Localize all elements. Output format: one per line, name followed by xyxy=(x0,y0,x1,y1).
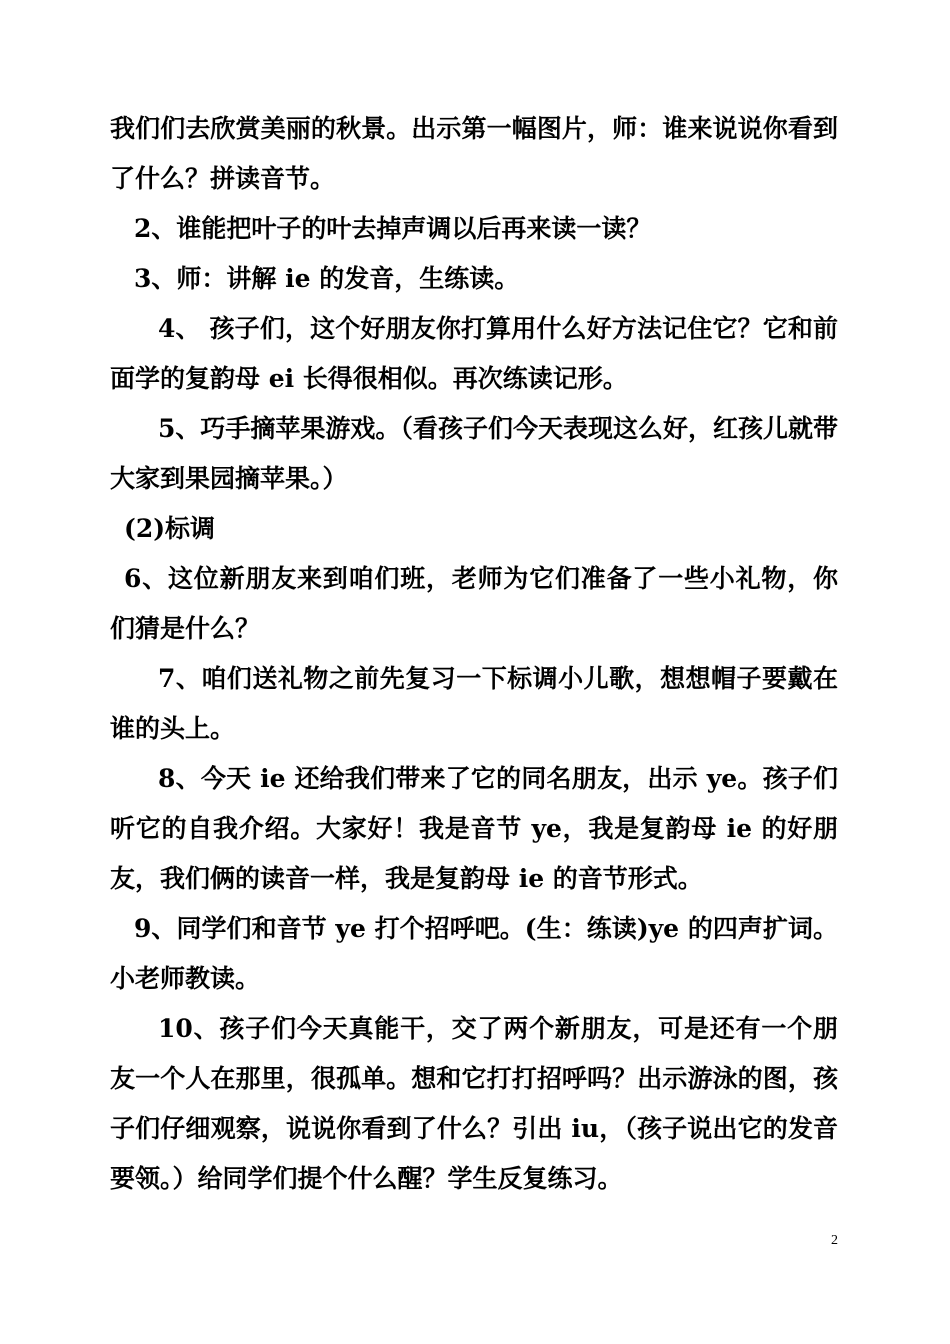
paragraph-step-2: 2、谁能把叶子的叶去掉声调以后再来读一读？ xyxy=(134,214,652,243)
page-number: 2 xyxy=(831,1233,838,1248)
paragraph-step-4: 4、 孩子们，这个好朋友你打算用什么好方法记住它？它和前面学的复韵母 ei 长得很相似。再次练读记形。 xyxy=(110,314,838,393)
paragraph-step-8: 8、今天 ie 还给我们带来了它的同名朋友，出示 ye。孩子们听它的自我介绍。大家好！我是音节 ye，我是复韵母 ie 的好朋友，我们俩的读音一样，我是复韵母 ie 的音节形式。 xyxy=(110,764,838,893)
section-heading-tone-marking: (2)标调 xyxy=(124,514,216,543)
paragraph-step-5: 5、巧手摘苹果游戏。（看孩子们今天表现这么好，红孩儿就带大家到果园摘苹果。） xyxy=(110,414,838,493)
paragraph-intro: 我们们去欣赏美丽的秋景。出示第一幅图片，师：谁来说说你看到了什么？拼读音节。 xyxy=(110,114,838,193)
document-body xyxy=(110,104,838,1204)
paragraph-step-10: 10、孩子们今天真能干，交了两个新朋友，可是还有一个朋友一个人在那里，很孤单。想和它打打招呼吗？出示游泳的图，孩子们仔细观察，说说你看到了什么？引出 iu，（孩子说出它的发音要领。）给同学们提个什么醒？学生反复练习。 xyxy=(110,1014,838,1193)
paragraph-step-3: 3、师：讲解 ie 的发音，生练读。 xyxy=(134,264,520,293)
paragraph-step-6: 6、这位新朋友来到咱们班，老师为它们准备了一些小礼物，你们猜是什么？ xyxy=(110,564,838,643)
paragraph-step-9: 9、同学们和音节 ye 打个招呼吧。(生：练读)ye 的四声扩词。小老师教读。 xyxy=(110,914,838,993)
paragraph-step-7: 7、咱们送礼物之前先复习一下标调小儿歌，想想帽子要戴在谁的头上。 xyxy=(110,664,838,743)
